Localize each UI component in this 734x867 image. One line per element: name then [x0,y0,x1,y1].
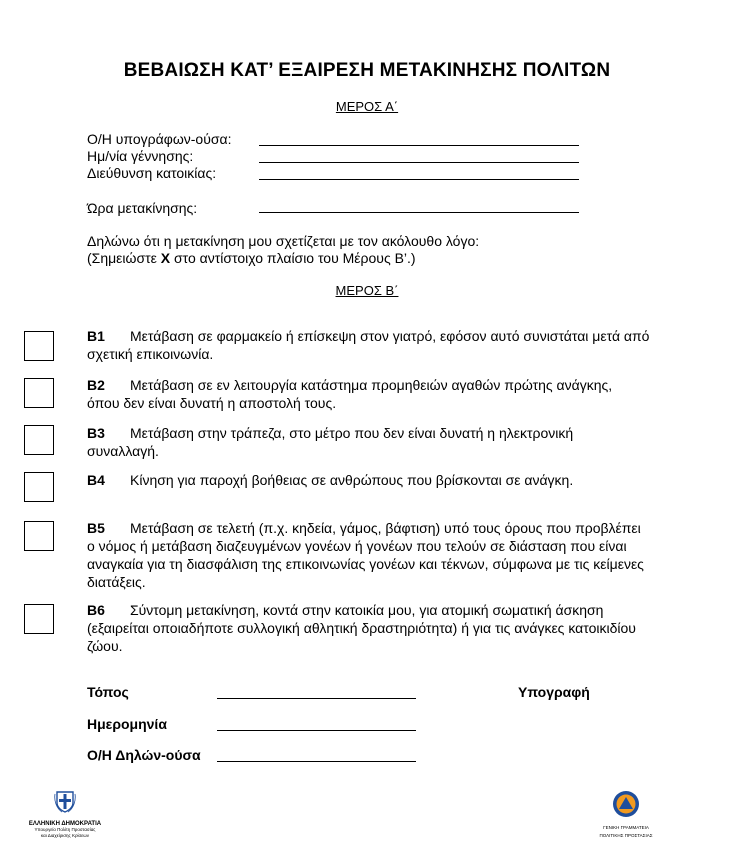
place-label: Τόπος [87,684,129,700]
civil-protection-logo [596,790,656,838]
address-field[interactable] [259,179,579,180]
option-code: Β4 [87,472,105,488]
hellenic-republic-logo [20,790,110,839]
logo-right-line-1: ΓΕΝΙΚΗ ΓΡΑΜΜΑΤΕΙΑ [603,825,649,830]
checkbox-b6[interactable] [24,604,54,634]
logo-left-line-1: ΕΛΛΗΝΙΚΗ ΔΗΜΟΚΡΑΤΙΑ [28,821,102,827]
declaration-line-1: Δηλώνω ότι η μετακίνηση μου σχετίζεται με τον ακόλουθο λόγο: [87,233,480,249]
declaration-line-2: (Σημειώστε Χ στο αντίστοιχο πλαίσιο του Μέρους Β’.) [87,250,416,266]
logo-right-line-2: ΠΟΛΙΤΙΚΗΣ ΠΡΟΣΤΑΣΙΑΣ [599,832,653,838]
declaration-text [87,233,479,267]
option-text: Μετάβαση σε φαρμακείο ή επίσκεψη στον γιατρό, εφόσον αυτό συνιστάται μετά από σχετική επικοινωνία. [87,328,650,362]
checkbox-b5[interactable] [24,521,54,551]
part-b-heading: ΜΕΡΟΣ Β΄ [335,283,399,298]
place-field[interactable] [217,698,416,699]
travel-time-label: Ώρα μετακίνησης: [87,200,198,216]
option-code: Β1 [87,328,105,344]
option-b5 [87,519,647,591]
option-b1 [87,327,657,363]
declarant-field[interactable] [217,761,416,762]
option-b6 [87,601,642,655]
option-code: Β6 [87,602,105,618]
option-text: Μετάβαση σε τελετή (π.χ. κηδεία, γάμος, βάφτιση) υπό τους όρους που προβλέπει ο νόμος ή μετάβαση διαζευγμένων γονέων ή γονέων που τελούν σε διάσταση που είναι αναγκαία για τη διασφάλιση της επικοινωνίας γονέων και τέκνων, σύμφωνα με τις κείμενες διατάξεις. [87,520,644,590]
signature-label: Υπογραφή [518,684,590,700]
coat-of-arms-icon [54,790,76,814]
signer-name-field[interactable] [259,145,579,146]
option-text: Κίνηση για παροχή βοήθειας σε ανθρώπους που βρίσκονται σε ανάγκη. [130,472,574,488]
declarant-label: Ο/Η Δηλών-ούσα [87,747,201,763]
address-label: Διεύθυνση κατοικίας: [87,165,217,181]
option-text: Μετάβαση σε εν λειτουργία κατάστημα προμηθειών αγαθών πρώτης ανάγκης, όπου δεν είναι δυνατή η αποστολή τους. [87,377,613,411]
option-b4 [87,471,657,489]
option-text: Σύντομη μετακίνηση, κοντά στην κατοικία μου, για ατομική σωματική άσκηση (εξαιρείται οποιαδήποτε συλλογική αθλητική δραστηριότητα) ή για τις ανάγκες κατοικιδίου ζώου. [87,602,636,654]
logo-left-line-2: Υπουργείο Πολίτη Προστασίας [34,827,96,832]
option-b2 [87,376,617,412]
date-label: Ημερομηνία [87,716,167,732]
option-text: Μετάβαση στην τράπεζα, στο μέτρο που δεν είναι δυνατή η ηλεκτρονική συναλλαγή. [87,425,574,459]
checkbox-b4[interactable] [24,472,54,502]
signer-name-label: Ο/Η υπογράφων-ούσα: [87,131,232,147]
birth-date-field[interactable] [259,162,579,163]
document-title: ΒΕΒΑΙΩΣΗ ΚΑΤ’ ΕΞΑΙΡΕΣΗ ΜΕΤΑΚΙΝΗΣΗΣ ΠΟΛΙΤΩΝ [123,60,611,81]
checkbox-b3[interactable] [24,425,54,455]
checkbox-b2[interactable] [24,378,54,408]
x-mark: Χ [160,250,171,266]
date-field[interactable] [217,730,416,731]
travel-time-field[interactable] [259,212,579,213]
option-b3 [87,424,647,460]
option-code: Β2 [87,377,105,393]
civil-protection-emblem-icon [612,790,640,818]
option-code: Β3 [87,425,105,441]
option-code: Β5 [87,520,105,536]
part-a-heading: ΜΕΡΟΣ Α΄ [335,99,399,114]
checkbox-b1[interactable] [24,331,54,361]
logo-left-line-3: και Διαχείρισης Κρίσεων [40,833,90,838]
birth-date-label: Ημ/νία γέννησης: [87,148,194,164]
